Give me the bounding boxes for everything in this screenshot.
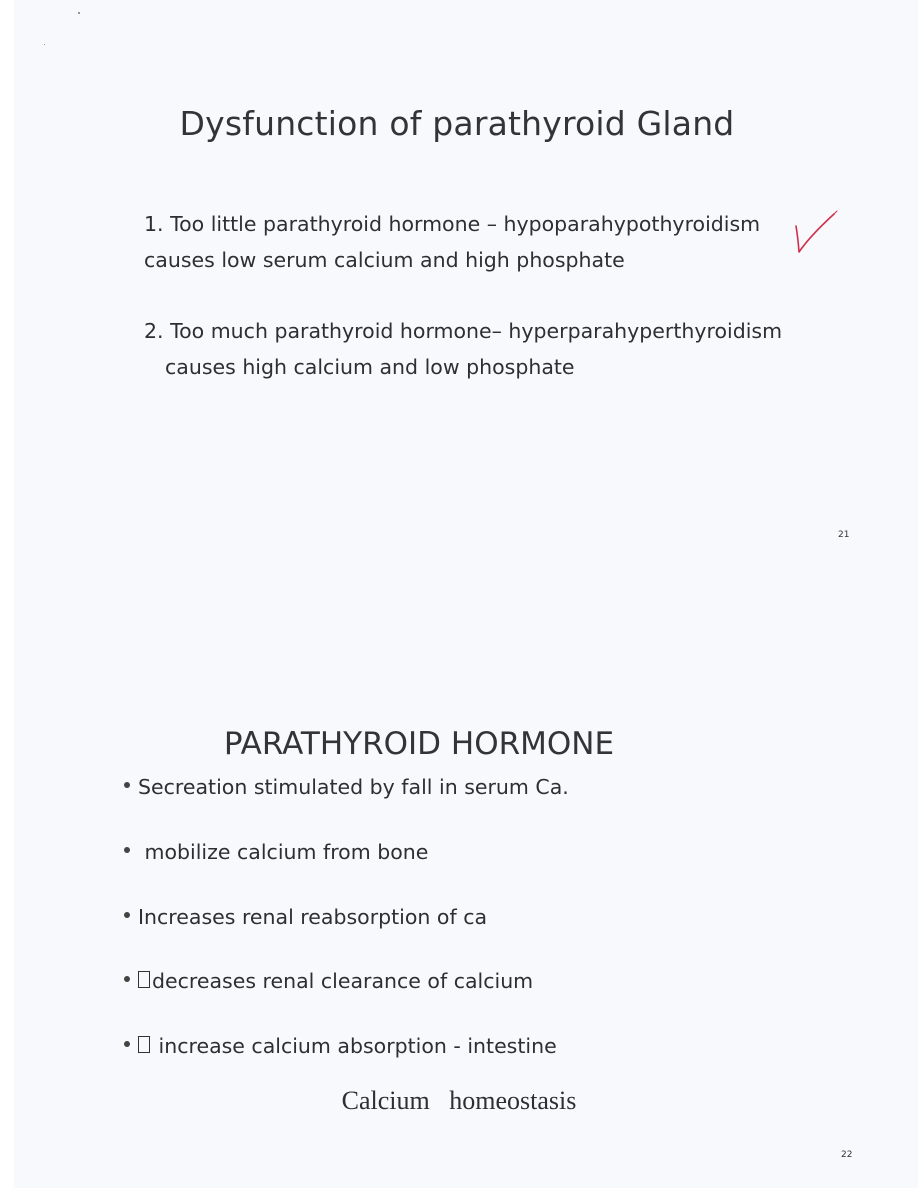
missing-glyph-box-icon — [138, 971, 150, 988]
slide-2-title: PARATHYROID HORMONE — [223, 726, 615, 762]
bullet-dot — [124, 912, 130, 918]
red-checkmark-icon — [790, 208, 840, 258]
bullet-dot — [124, 782, 130, 788]
list-item-2-line-1: 2. Too much parathyroid hormone– hyperparahyperthyroidism — [144, 319, 783, 343]
bullet-dot — [124, 847, 130, 853]
bullet-text: Increases renal reabsorption of ca — [138, 905, 488, 929]
scan-speck — [78, 12, 80, 14]
bullet-item — [124, 1029, 557, 1063]
bullet-item — [124, 835, 428, 869]
scan-edge — [0, 0, 14, 1188]
figure-caption: Calcium homeostasis — [341, 1086, 577, 1115]
page-number-21: 21 — [838, 530, 850, 540]
list-item-1 — [144, 206, 804, 278]
list-item-1-line-1: 1. Too little parathyroid hormone – hypoparahypothyroidism — [144, 212, 761, 236]
slide-1-title: Dysfunction of parathyroid Gland — [179, 104, 735, 143]
bullet-dot — [124, 1041, 130, 1047]
page-number-22: 22 — [841, 1150, 853, 1160]
list-item-2-line-2: causes high calcium and low phosphate — [165, 355, 575, 379]
bullet-text: increase calcium absorption - intestine — [152, 1034, 557, 1058]
bullet-text: decreases renal clearance of calcium — [152, 969, 534, 993]
bullet-item — [124, 770, 569, 804]
bullet-item — [124, 900, 487, 934]
bullet-item — [124, 964, 533, 998]
list-item-2 — [144, 313, 804, 385]
bullet-text: mobilize calcium from bone — [138, 840, 429, 864]
bullet-dot — [124, 976, 130, 982]
bullet-text: Secreation stimulated by fall in serum Ca. — [138, 775, 569, 799]
scan-speck — [44, 44, 45, 45]
list-item-1-line-2: causes low serum calcium and high phosphate — [144, 248, 625, 272]
missing-glyph-box-icon — [138, 1036, 150, 1053]
